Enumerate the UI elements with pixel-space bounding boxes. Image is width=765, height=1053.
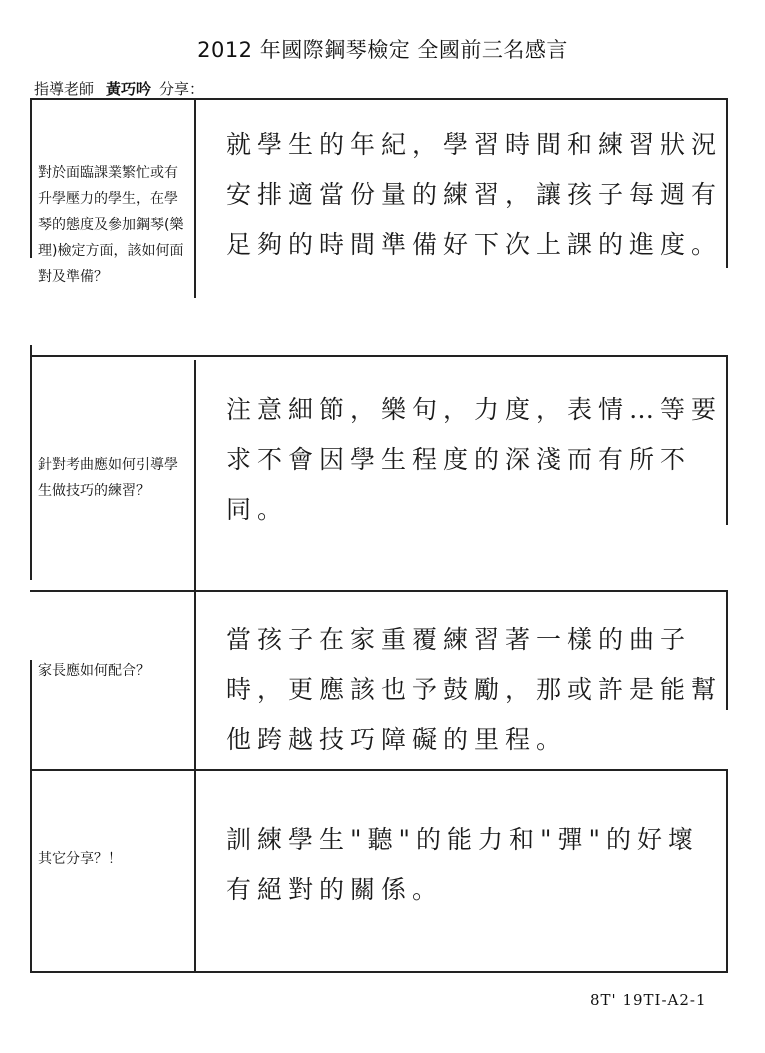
share-label: 分享： xyxy=(159,80,205,98)
column-divider-a xyxy=(194,98,196,298)
answer-text: 注意細節，樂句，力度，表情…等要求不會因學生程度的深淺而有所不同。 xyxy=(226,395,723,524)
question-text: 家長應如何配合？ xyxy=(38,663,150,679)
left-border-c xyxy=(30,660,32,971)
answer-text: 訓練學生"聽"的能力和"彈"的好壞有絕對的關係。 xyxy=(226,825,699,904)
question-text: 對於面臨課業繁忙或有升學壓力的學生，在學琴的態度及參加鋼琴(樂理)檢定方面，該如何面對及準備？ xyxy=(38,165,184,285)
left-border-a xyxy=(30,98,32,258)
teacher-name: 黃巧吟 xyxy=(106,80,152,98)
right-border-a xyxy=(726,98,728,268)
table-bottom-border xyxy=(30,971,728,973)
question-text: 針對考曲應如何引導學生做技巧的練習？ xyxy=(38,457,178,499)
row-divider-3 xyxy=(30,769,728,771)
table-top-border xyxy=(30,98,726,100)
teacher-label: 指導老師 xyxy=(34,80,95,98)
right-border-b xyxy=(726,355,728,525)
answer-text: 當孩子在家重覆練習著一樣的曲子時，更應該也予鼓勵，那或許是能幫他跨越技巧障礙的里程。 xyxy=(226,625,723,754)
right-border-c xyxy=(726,590,728,710)
question-text: 其它分享？！ xyxy=(38,851,122,867)
left-border-b xyxy=(30,345,32,580)
row-divider-1 xyxy=(30,355,728,357)
answer-text: 就學生的年紀，學習時間和練習狀況安排適當份量的練習，讓孩子每週有足夠的時間準備好下次上課的進度。 xyxy=(226,130,723,259)
right-border-d xyxy=(726,769,728,971)
row-divider-2 xyxy=(30,590,728,592)
teacher-line xyxy=(34,78,204,99)
footer-code: 8T' 19TI-A2-1 xyxy=(590,991,707,1009)
document-title: 2012 年國際鋼琴檢定 全國前三名感言 xyxy=(197,38,568,62)
column-divider-b xyxy=(194,360,196,971)
